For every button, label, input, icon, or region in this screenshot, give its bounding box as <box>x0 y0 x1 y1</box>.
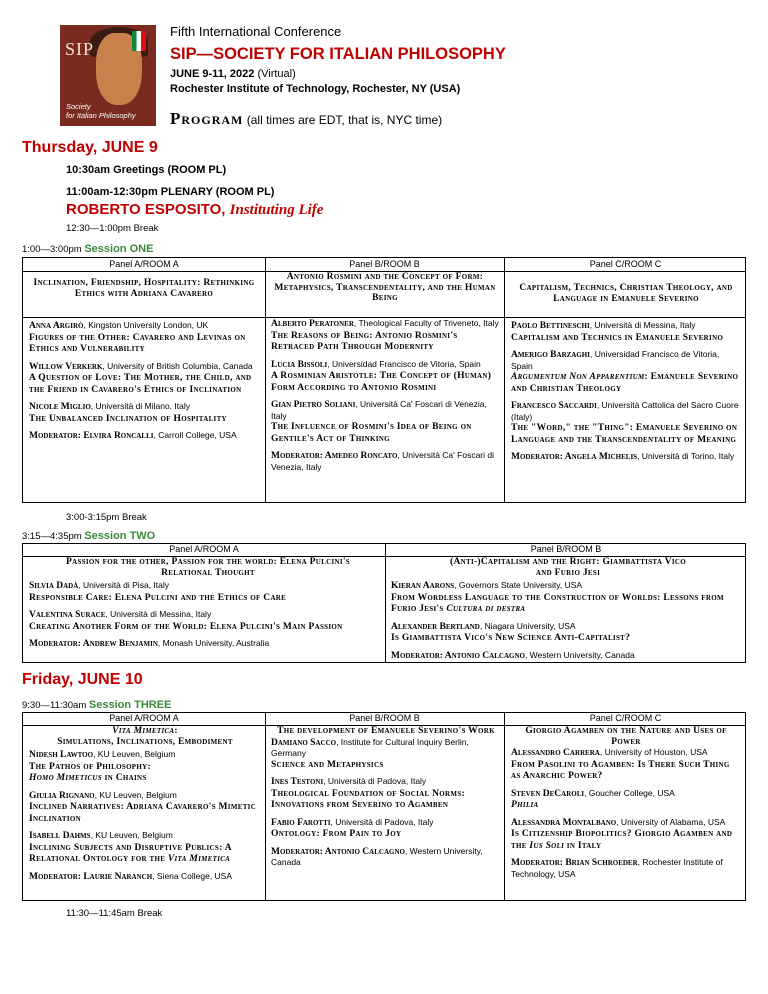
italian-flag-icon <box>132 31 146 51</box>
list-item: Fabio Farotti, Università di Padova, Italy Ontology: From Pain to Joy <box>271 816 434 839</box>
list-item: Kieran Aarons, Governors State University, USA From Wordless Language to the Construction of Worlds: Lessons from Furio Jesi's Cultura di destra <box>391 580 724 614</box>
panel-b-title: (Anti-)Capitalism and the Right: Giambattista Vico and Furio Jesi <box>450 557 686 578</box>
conference-dates: JUNE 9-11, 2022 (Virtual) <box>170 68 296 80</box>
panel-c-header: Panel C/ROOM C <box>589 713 662 723</box>
session-one-table <box>22 257 746 503</box>
list-item: Francesco Saccardi, Università Cattolica del Sacro Cuore (Italy) The "Word," the "Thing": Emanuele Severino on Language and the Transcendentality of Meaning <box>511 400 739 445</box>
program-heading: Program (all times are EDT, that is, NYC time) <box>170 109 443 128</box>
conference-subtitle: Fifth International Conference <box>170 24 342 39</box>
list-item: Alberto Peratoner, Theological Faculty of Triveneto, Italy The Reasons of Being: Antonio Rosmini's Retraced Path Through Modernity <box>271 318 499 352</box>
panel-a-title: Passion for the other, Passion for the world: Elena Pulcini's Relational Thought <box>66 557 350 578</box>
break-3: 11:30—11:45am Break <box>66 908 163 919</box>
moderator: Moderator: Amedeo Roncato, Università Ca' Foscari di Venezia, Italy <box>271 450 494 472</box>
list-item: Isabell Dahms, KU Leuven, Belgium Inclining Subjects and Disruptive Publics: A Relational Ontology for the Vita Mimetica <box>29 830 232 864</box>
panel-b-entries <box>271 318 501 478</box>
moderator: Moderator: Brian Schroeder, Rochester Institute of Technology, USA <box>511 857 723 879</box>
panel-c-title: Giorgio Agamben on the Nature and Uses of Power <box>525 726 727 747</box>
greetings-time: 10:30am Greetings (ROOM PL) <box>66 164 227 176</box>
panel-a-entries <box>29 726 261 888</box>
panel-b-title: The development of Emanuele Severino's Work <box>277 726 495 736</box>
list-item: Anna Argirò, Kingston University London, UK Figures of the Other: Cavarero and Levinas on Ethics and Vulnerability <box>29 320 246 354</box>
list-item: Alessandro Carrera, University of Houston, USA From Pasolini to Agamben: Is There Such Thing as Anarchic Power? <box>511 747 730 781</box>
list-item: Amerigo Barzaghi, Universidad Francisco de Vitoria, Spain Argumentum Non Apparentium: Emanuele Severino and Christian Theology <box>511 349 739 394</box>
panel-b-header: Panel B/ROOM B <box>349 713 420 723</box>
logo-caption: Society for Italian Philosophy <box>66 102 136 120</box>
list-item: Nicole Miglio, Università di Milano, Italy The Unbalanced Inclination of Hospitality <box>29 401 227 424</box>
conference-venue: Rochester Institute of Technology, Rochester, NY (USA) <box>170 83 461 95</box>
moderator: Moderator: Elvira Roncalli, Carroll College, USA <box>29 430 237 441</box>
break-1: 12:30—1:00pm Break <box>66 223 159 234</box>
list-item: Alexander Bertland, Niagara University, USA Is Giambattista Vico's New Science Anti-Capitalist? <box>391 620 631 643</box>
panel-c-title: Capitalism, Technics, Christian Theology, and Language in Emanuele Severino <box>519 283 733 304</box>
panel-b-title: Antonio Rosmini and the Concept of Form: Metaphysics, Transcendentality, and the Human Being <box>274 272 496 303</box>
list-item: Alessandra Montalbano, University of Alabama, USA Is Citizenship Biopolitics? Giorgio Agamben and the Ius Soli in Italy <box>511 816 733 851</box>
moderator: Moderator: Andrew Benjamin, Monash University, Australia <box>29 638 270 649</box>
plenary-speaker: ROBERTO ESPOSITO, Instituting Life <box>66 201 324 218</box>
list-item: Silvia Dadà, Università di Pisa, Italy Responsible Care: Elena Pulcini and the Ethics of Care <box>29 580 287 603</box>
session-three-heading: 9:30—11:30am Session THREE <box>22 699 172 711</box>
panel-a-entries <box>29 320 261 448</box>
conference-title: SIP—SOCIETY FOR ITALIAN PHILOSOPHY <box>170 45 506 63</box>
panel-c-entries <box>511 320 741 469</box>
list-item: Gian Pietro Soliani, Università Ca' Foscari di Venezia, Italy The Influence of Rosmini's Idea of Being on Gentile's Act of Thinking <box>271 399 487 444</box>
list-item: Valentina Surace, Università di Messina, Italy Creating Another Form of the World: Elena Pulcini's Main Passion <box>29 609 343 632</box>
panel-a-title: Vita Mimetica: Simulations, Inclinations, Embodiment <box>57 726 233 747</box>
list-item: Willow Verkerk, University of British Columbia, Canada A Question of Love: The Mother, the Child, and the Friend in Cavarero's Ethics of Inclination <box>29 360 253 395</box>
list-item: Steven DeCaroli, Goucher College, USA Philia <box>511 787 675 810</box>
panel-a-header: Panel A/ROOM A <box>109 259 179 269</box>
panel-a-header: Panel A/ROOM A <box>109 713 179 723</box>
list-item: Paolo Bettineschi, Università di Messina, Italy Capitalism and Technics in Emanuele Severino <box>511 320 724 343</box>
session-one-heading: 1:00—3:00pm Session ONE <box>22 243 154 255</box>
panel-c-header: Panel C/ROOM C <box>589 259 662 269</box>
moderator: Moderator: Antonio Calcagno, Western University, Canada <box>271 845 483 867</box>
list-item: Damiano Sacco, Institute for Cultural Inquiry Berlin, Germany Science and Metaphysics <box>271 736 469 770</box>
sip-logo <box>60 25 156 126</box>
panel-a-title: Inclination, Friendship, Hospitality: Rethinking Ethics with Adriana Cavarero <box>33 278 255 299</box>
panel-b-entries <box>391 580 743 667</box>
moderator: Moderator: Antonio Calcagno, Western University, Canada <box>391 649 635 661</box>
session-two-table <box>22 543 746 663</box>
moderator: Moderator: Laurie Naranch, Siena College, USA <box>29 870 233 882</box>
list-item: Giulia Rignano, KU Leuven, Belgium Inclined Narratives: Adriana Cavarero's Mimetic Inclination <box>29 789 257 824</box>
panel-a-entries <box>29 580 381 656</box>
list-item: Nidesh Lawtoo, KU Leuven, Belgium The Pathos of Philosophy: Homo Mimeticus in Chains <box>29 749 176 783</box>
break-2: 3:00-3:15pm Break <box>66 512 147 523</box>
logo-text: SIP <box>65 39 95 59</box>
moderator: Moderator: Angela Michelis, Università di Torino, Italy <box>511 451 735 462</box>
plenary-time: 11:00am-12:30pm PLENARY (ROOM PL) <box>66 186 275 198</box>
panel-b-header: Panel B/ROOM B <box>349 259 420 269</box>
session-two-heading: 3:15—4:35pm Session TWO <box>22 530 156 542</box>
day-heading-thursday: Thursday, JUNE 9 <box>22 139 158 156</box>
panel-b-header: Panel B/ROOM B <box>530 544 602 554</box>
panel-b-entries <box>271 726 501 874</box>
panel-a-header: Panel A/ROOM A <box>169 544 239 554</box>
list-item: Ines Testoni, Università di Padova, Italy Theological Foundation of Social Norms: Innovations from Severino to Agamben <box>271 776 465 810</box>
panel-c-entries <box>511 726 741 885</box>
session-three-table <box>22 712 746 901</box>
list-item: Lucia Bissoli, Universidad Francisco de Vitoria, Spain A Rosminian Aristotle: The Concept of (Human) Form According to Antonio Rosmini <box>271 358 492 393</box>
day-heading-friday: Friday, JUNE 10 <box>22 671 143 688</box>
